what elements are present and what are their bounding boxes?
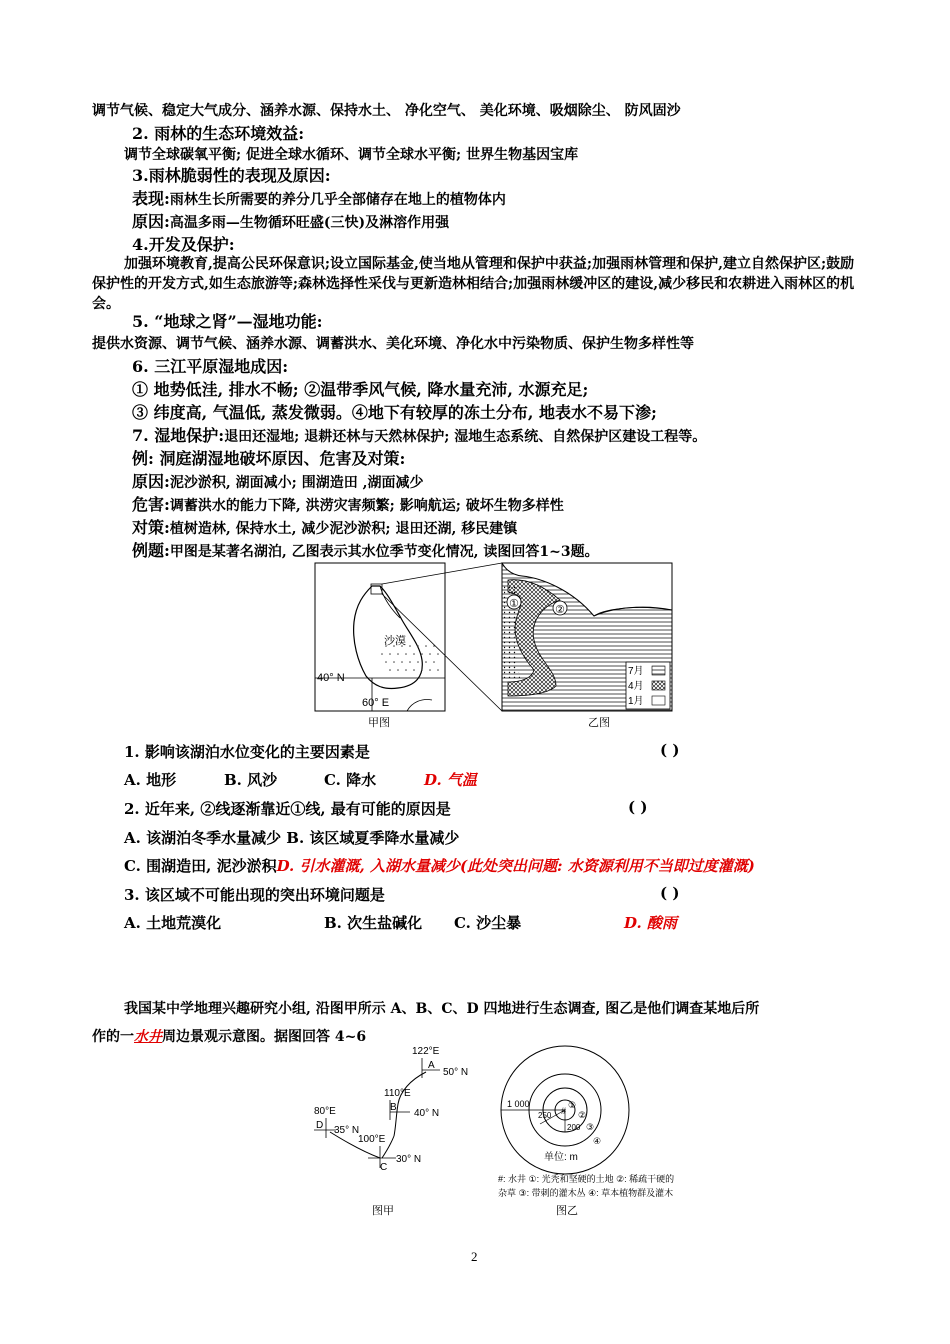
legend-swatch bbox=[652, 696, 665, 705]
dist-250: 250 bbox=[538, 1111, 552, 1120]
text-value: 退田还湿地; 退耕还林与天然林保护; 湿地生态系统、自然保护区建设工程等。 bbox=[224, 429, 707, 445]
lon-100: 100°E bbox=[358, 1134, 386, 1145]
label-keyword: 对策: bbox=[132, 518, 170, 537]
point-c: C bbox=[380, 1162, 388, 1173]
question-2: 2. 近年来, ②线逐渐靠近①线, 最有可能的原因是 bbox=[124, 800, 451, 818]
option-d-answer: D. 酸雨 bbox=[624, 914, 677, 932]
legend-swatch bbox=[652, 666, 665, 675]
lake-figure bbox=[312, 560, 692, 732]
text: 周边景观示意图。据图回答 4~6 bbox=[162, 1029, 367, 1045]
coast-line bbox=[407, 699, 432, 711]
zone-1: ① bbox=[568, 1100, 577, 1110]
zone-3: ③ bbox=[586, 1122, 595, 1132]
point-d: D bbox=[316, 1120, 324, 1131]
point-b: B bbox=[390, 1102, 397, 1113]
answer-paren: ( ) bbox=[660, 741, 680, 759]
option-b: B. 次生盐碱化 bbox=[324, 914, 423, 932]
survey-intro: 我国某中学地理兴趣研究小组, 沿图甲所示 A、B、C、D 四地进行生态调查, 图乙是他们调查某地后所 bbox=[124, 1001, 760, 1017]
wetland-protection bbox=[132, 423, 706, 446]
option-c: C. 沙尘暴 bbox=[454, 914, 522, 932]
label-keyword: 危害: bbox=[132, 495, 170, 514]
label-keyword: 原因: bbox=[132, 212, 170, 231]
marker-2: ② bbox=[555, 604, 565, 616]
text-value: 植树造林, 保持水土, 减少泥沙淤积; 退田还湖, 移民建镇 bbox=[169, 521, 518, 537]
question-1: 1. 影响该湖泊水位变化的主要因素是 bbox=[124, 743, 370, 761]
legend-note-1: #: 水井 ①: 光秃和坚硬的土地 ②: 稀疏干硬的 bbox=[498, 1174, 675, 1184]
legend-swatch bbox=[652, 681, 665, 690]
desert-label: 沙漠 bbox=[384, 635, 406, 647]
zoom-line bbox=[382, 594, 502, 711]
option-a: A. 地形 bbox=[124, 771, 177, 789]
text: 作的一 bbox=[92, 1029, 134, 1045]
well-mark: # bbox=[561, 1106, 567, 1116]
option-b: B. 风沙 bbox=[224, 771, 278, 789]
route-ab bbox=[394, 1072, 426, 1136]
heading-rainforest-fragility: 3.雨林脆弱性的表现及原因: bbox=[132, 166, 331, 185]
survey-figure bbox=[300, 1040, 700, 1220]
desert-dots bbox=[381, 645, 439, 671]
fragility-performance bbox=[132, 186, 506, 209]
label-keyword: 原因: bbox=[132, 472, 170, 491]
caption-yi: 乙图 bbox=[588, 717, 610, 729]
example-intro bbox=[132, 538, 599, 561]
label-keyword: 7. 湿地保护: bbox=[132, 426, 225, 445]
legend-note-2: 杂草 ③: 带刺的灌木丛 ④: 草本植物群及灌木 bbox=[498, 1188, 674, 1198]
lon-110: 110°E bbox=[384, 1088, 411, 1099]
dist-200: 200 bbox=[567, 1123, 581, 1132]
zone-4: ④ bbox=[593, 1136, 602, 1146]
heading-sanjiang: 6. 三江平原湿地成因: bbox=[132, 357, 289, 376]
panel-a-frame bbox=[315, 563, 445, 711]
heading-dongting: 例: 洞庭湖湿地破坏原因、危害及对策: bbox=[132, 449, 406, 468]
text-value: 高温多雨—生物循环旺盛(三快)及淋溶作用强 bbox=[169, 215, 450, 231]
dongting-cause bbox=[132, 469, 423, 492]
text-line: 调节全球碳氧平衡; 促进全球水循环、调节全球水平衡; 世界生物基因宝库 bbox=[124, 147, 579, 163]
question-2-cd bbox=[124, 855, 755, 876]
option-d-answer: D. 引水灌溉, 入湖水量减少(此处突出问题: 水资源利用不当即过度灌溉) bbox=[276, 857, 755, 875]
text-value: 调蓄洪水的能力下降, 洪涝灾害频繁; 影响航运; 破坏生物多样性 bbox=[169, 498, 564, 514]
option-a: A. 土地荒漠化 bbox=[124, 914, 222, 932]
heading-rainforest-benefits: 2. 雨林的生态环境效益: bbox=[132, 124, 305, 143]
text-value: 雨林生长所需要的养分几乎全部储存在地上的植物体内 bbox=[169, 192, 506, 208]
text-line: 调节气候、稳定大气成分、涵养水源、保持水土、 净化空气、 美化环境、吸烟除尘、 防风固沙 bbox=[92, 103, 681, 119]
lon-label: 60° E bbox=[362, 697, 390, 709]
zoom-line bbox=[382, 563, 502, 584]
lat-50: 50° N bbox=[443, 1067, 469, 1078]
lat-30: 30° N bbox=[396, 1154, 422, 1165]
dist-1000: 1 000 bbox=[507, 1099, 530, 1109]
heading-development: 4.开发及保护: bbox=[132, 235, 235, 254]
marker-1: ① bbox=[509, 598, 519, 610]
text-line: ③ 纬度高, 气温低, 蒸发微弱。④地下有较厚的冻土分布, 地表水不易下渗; bbox=[132, 403, 657, 422]
option-c: C. 降水 bbox=[324, 771, 377, 789]
text-line: ① 地势低洼, 排水不畅; ②温带季风气候, 降水量充沛, 水源充足; bbox=[132, 380, 589, 399]
lat-35: 35° N bbox=[334, 1125, 360, 1136]
unit-label: 单位: m bbox=[544, 1152, 578, 1163]
lat-label: 40° N bbox=[317, 672, 345, 684]
answer-paren: ( ) bbox=[628, 798, 648, 816]
legend-april: 4月 bbox=[628, 681, 644, 692]
option-ab: A. 该湖泊冬季水量减少 B. 该区域夏季降水量减少 bbox=[124, 829, 460, 847]
well-term: 水井 bbox=[134, 1029, 162, 1045]
option-d-answer: D. 气温 bbox=[424, 771, 477, 789]
option-c: C. 围湖造田, 泥沙淤积 bbox=[124, 857, 277, 875]
dongting-harm bbox=[132, 492, 564, 515]
zone-2: ② bbox=[578, 1110, 587, 1120]
heading-wetland-function: 5. “地球之肾”—湿地功能: bbox=[132, 312, 323, 331]
legend-january: 1月 bbox=[628, 696, 644, 707]
lon-80: 80°E bbox=[314, 1106, 336, 1117]
dongting-measure bbox=[132, 515, 517, 538]
fragility-reason bbox=[132, 209, 449, 232]
text-value: 泥沙淤积, 湖面减小; 围湖造田 ,湖面减少 bbox=[169, 475, 424, 491]
legend-july: 7月 bbox=[628, 666, 644, 677]
label-keyword: 例题: bbox=[132, 541, 170, 560]
development-paragraph: 加强环境教育,提高公民环保意识;设立国际基金,使当地从管理和保护中获益;加强雨林管理和保护,建立自然保护区;鼓励保护性的开发方式,如生态旅游等;森林选择性采伐与更新造林相结合;加强雨林缓冲区的建设,减少移民和农耕进入雨林区的机会。 bbox=[92, 256, 855, 312]
caption-jia: 甲图 bbox=[368, 717, 390, 729]
text-line: 提供水资源、调节气候、涵养水源、调蓄洪水、美化环境、净化水中污染物质、保护生物多样性等 bbox=[92, 336, 694, 352]
lat-40: 40° N bbox=[414, 1108, 440, 1119]
answer-paren: ( ) bbox=[660, 884, 680, 902]
question-3: 3. 该区域不可能出现的突出环境问题是 bbox=[124, 886, 385, 904]
page-number: 2 bbox=[471, 1249, 478, 1264]
lon-122: 122°E bbox=[412, 1046, 440, 1057]
caption-tuyi: 图乙 bbox=[556, 1205, 578, 1217]
caption-tujia: 图甲 bbox=[372, 1205, 394, 1217]
text-value: 甲图是某著名湖泊, 乙图表示其水位季节变化情况, 读图回答1~3题。 bbox=[169, 544, 599, 560]
label-keyword: 表现: bbox=[132, 189, 170, 208]
point-a: A bbox=[428, 1060, 435, 1071]
